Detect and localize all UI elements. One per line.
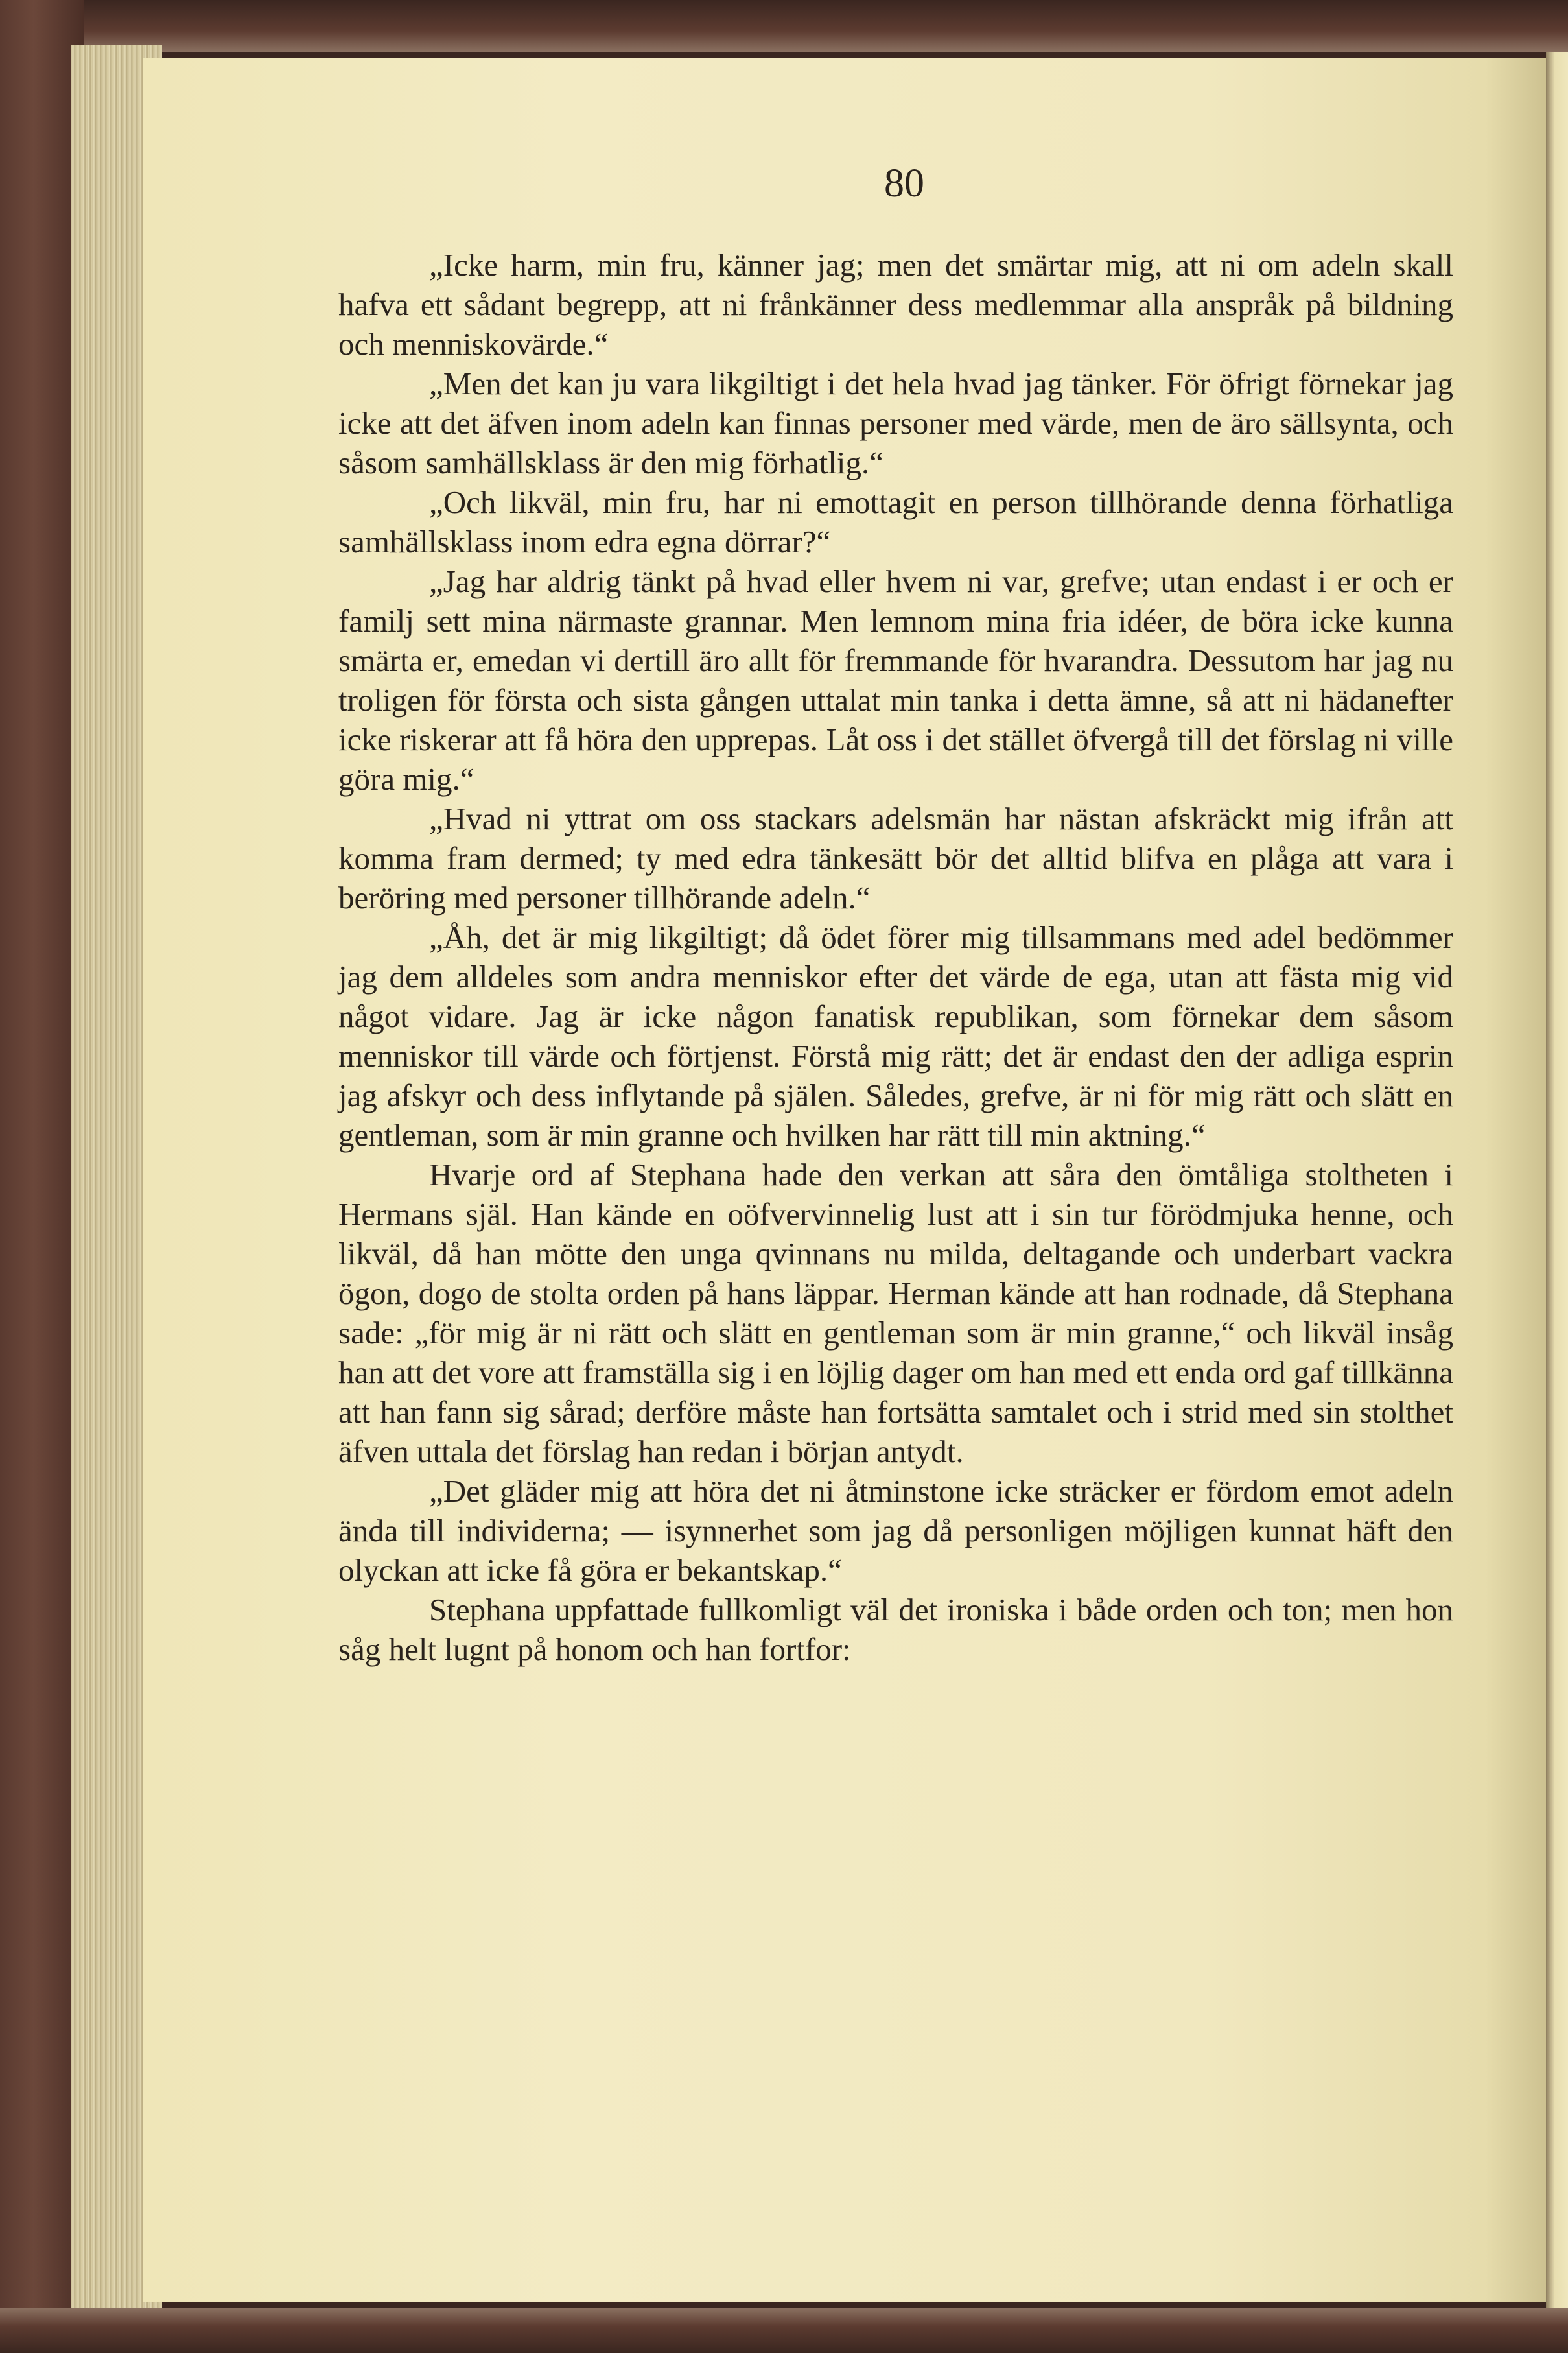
paragraph: Hvarje ord af Stephana hade den verkan att såra den ömtåliga stoltheten i Hermans själ. Han kände en oöfvervinnelig lust att i sin tur förödmjuka henne, och likväl, då han mötte den unga qvinnans nu milda, deltagande och underbart vackra ögon, dogo de stolta orden på hans läppar. Herman kände att han rodnade, då Stephana sade: „för mig är ni rätt och slätt en gentleman som är min granne,“ och likväl insåg han att det vore att framställa sig i en löjlig dager om han med ett enda ord gaf tillkänna att han fann sig sårad; derföre måste han fortsätta samtalet och i strid med sin stolthet äfven uttala det förslag han redan i början antydt.	[338, 1157, 1453, 1469]
body-text	[338, 245, 1453, 1669]
paragraph: „Det gläder mig att höra det ni åtminstone icke sträcker er fördom emot adeln ända till individerna; — isynnerhet som jag då personligen möjligen kunnat häft den olyckan att icke få göra er bekantskap.“	[338, 1473, 1453, 1588]
book-binding-top	[0, 0, 1568, 52]
paragraph: „Åh, det är mig likgiltigt; då ödet förer mig tillsammans med adel bedömmer jag dem alldeles som andra menniskor efter det värde de ega, utan att fästa mig vid något vidare. Jag är icke någon fanatisk republikan, som förnekar dem såsom menniskor till värde och förtjenst. Förstå mig rätt; det är endast den der adliga esprin jag afskyr och dess inflytande på själen. Således, grefve, är ni för mig rätt och slätt en gentleman, som är min granne och hvilken har rätt till min aktning.“	[338, 919, 1453, 1153]
paragraph: „Hvad ni yttrat om oss stackars adelsmän har nästan afskräckt mig ifrån att komma fram dermed; ty med edra tänkesätt bör det alltid blifva en plåga att vara i beröring med personer tillhörande adeln.“	[338, 801, 1453, 916]
paragraph: „Och likväl, min fru, har ni emottagit en person tillhörande denna förhatliga samhällsklass inom edra egna dörrar?“	[338, 484, 1453, 560]
paragraph: „Jag har aldrig tänkt på hvad eller hvem ni var, grefve; utan endast i er och er familj sett mina närmaste grannar. Men lemnom mina fria idéer, de böra icke kunna smärta er, emedan vi dertill äro allt för fremmande för hvarandra. Dessutom har jag nu troligen för första och sista gången uttalat min tanka i detta ämne, så att ni hädanefter icke riskerar att få höra den upprepas. Låt oss i det stället öfvergå till det förslag ni ville göra mig.“	[338, 563, 1453, 797]
paragraph: Stephana uppfattade fullkomligt väl det ironiska i både orden och ton; men hon såg helt lugnt på honom och han fortfor:	[338, 1592, 1453, 1667]
paragraph: „Icke harm, min fru, känner jag; men det smärtar mig, att ni om adeln skall hafva ett sådant begrepp, att ni frånkänner dess medlemmar alla anspråk på bildning och menniskovärde.“	[338, 247, 1453, 362]
paragraph: „Men det kan ju vara likgiltigt i det hela hvad jag tänker. För öfrigt förnekar jag icke att det äfven inom adeln kan finnas personer med värde, men de äro sällsynta, och såsom samhällsklass är den mig förhatlig.“	[338, 366, 1453, 480]
page-number: 80	[884, 161, 924, 206]
facing-page-edge	[1546, 52, 1568, 2308]
book-binding-bottom	[0, 2308, 1568, 2353]
